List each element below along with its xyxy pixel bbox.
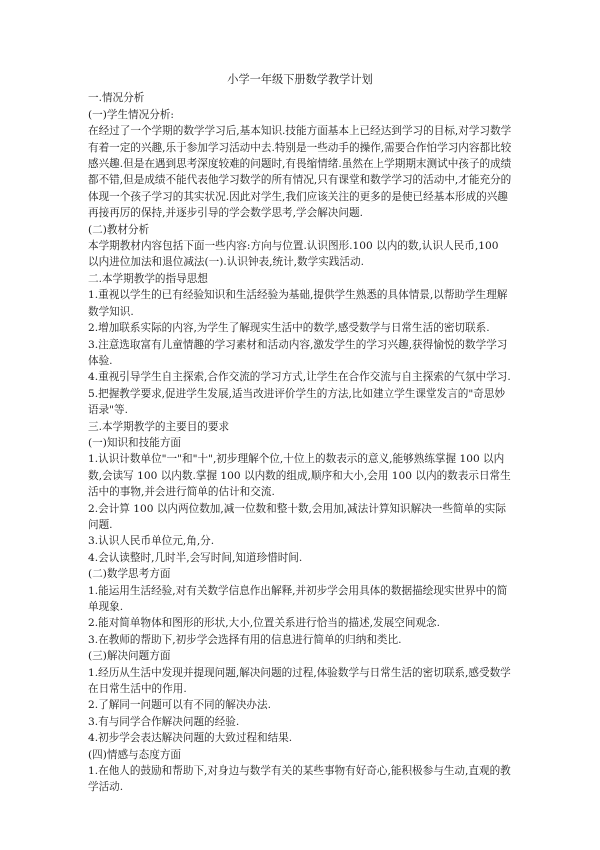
document-body <box>88 90 512 795</box>
list-item: 4.会认读整时,几时半,会写时间,知道珍惜时间. <box>88 551 303 564</box>
list-item: 3.有与同学合作解决问题的经验. <box>88 715 240 728</box>
list-item: 1.能运用生活经验,对有关数学信息作出解释,并初步学会用具体的数据描绘现实世界中的简单现象. <box>88 584 508 613</box>
document-title: 小学一年级下册数学教学计划 <box>227 73 373 86</box>
subsection-heading: (二)数学思考方面 <box>88 568 171 581</box>
list-item: 3.在教师的帮助下,初步学会选择有用的信息进行简单的归纳和类比. <box>88 633 402 646</box>
subsection-heading: (二)教材分析 <box>88 223 150 236</box>
list-item: 1.认识计数单位"一"和"十",初步理解个位,十位上的数表示的意义,能够熟练掌握 100 以内数,会读写 100 以内数.掌握 100 以内数的组成,顺序和大小,会用 100 以内的数表示日常生活中的事物,并会进行简单的估计和交流. <box>88 453 511 499</box>
list-item: 1.经历从生活中发现并提现问题,解决问题的过程,体验数学与日常生活的密切联系,感受数学在日常生活中的作用. <box>88 666 511 696</box>
section-heading: 一.情况分析 <box>88 92 145 105</box>
paragraph: 在经过了一个学期的数学学习后,基本知识.技能方面基本上已经达到学习的目标,对学习数学有着一定的兴趣,乐于参加学习活动中去.特别是一些动手的操作,需要合作怕学习内容都比较感兴趣.但是在遇到思考深度较难的问题时,有畏缩情绪.虽然在上学期期末测试中孩子的成绩都不错,但是成绩不能代表他学习数学的所有情况,只有课堂和数学学习的活动中,才能充分的体现一个孩子学习的其实状况.因此对学生,我们应该关注的更多的是使已经基本形成的兴趣再接再厉的保持,并逐步引导的学会数学思考,学会解决问题. <box>88 125 512 220</box>
list-item: 2.会计算 100 以内两位数加,减一位数和整十数,会用加,减法计算知识解决一些简单的实际问题. <box>88 502 506 531</box>
list-item: 5.把握教学要求,促进学生发展,适当改进评价学生的方法,比如建立学生课堂发言的"奇思妙语录"等. <box>88 387 506 417</box>
list-item: 2.增加联系实际的内容,为学生了解现实生活中的数学,感受数学与日常生活的密切联系. <box>88 322 490 335</box>
list-item: 1.重视以学生的已有经验知识和生活经验为基础,提供学生熟悉的具体情景,以帮助学生理解数学知识. <box>88 289 508 318</box>
list-item: 2.了解同一问题可以有不同的解决办法. <box>88 699 271 712</box>
section-heading: 三.本学期教学的主要目的要求 <box>88 420 230 433</box>
subsection-heading: (一)学生情况分析: <box>88 108 174 121</box>
section-heading: 二.本学期教学的指导思想 <box>88 272 208 285</box>
paragraph: 本学期教材内容包括下面一些内容:方向与位置.认识图形.100 以内的数,认识人民币,100 以内进位加法和退位减法(一).认识钟表,统计,数学实践活动. <box>88 240 499 269</box>
list-item: 3.认识人民币单位元,角,分. <box>88 535 215 548</box>
subsection-heading: (一)知识和技能方面 <box>88 436 182 449</box>
subsection-heading: (四)情感与态度方面 <box>88 748 182 761</box>
list-item: 3.注意选取富有儿童情趣的学习素材和活动内容,激发学生的学习兴趣,获得愉悦的数学学习体验. <box>88 338 508 367</box>
list-item: 4.初步学会表达解决问题的大致过程和结果. <box>88 732 293 745</box>
subsection-heading: (三)解决问题方面 <box>88 650 171 663</box>
list-item: 4.重视引导学生自主探索,合作交流的学习方式,让学生在合作交流与自主探索的气氛中学习. <box>88 371 511 384</box>
list-item: 1.在他人的鼓励和帮助下,对身边与数学有关的某些事物有好奇心,能积极参与生动,直观的教学活动. <box>88 765 511 794</box>
list-item: 2.能对简单物体和图形的形状,大小,位置关系进行恰当的描述,发展空间观念. <box>88 617 440 630</box>
